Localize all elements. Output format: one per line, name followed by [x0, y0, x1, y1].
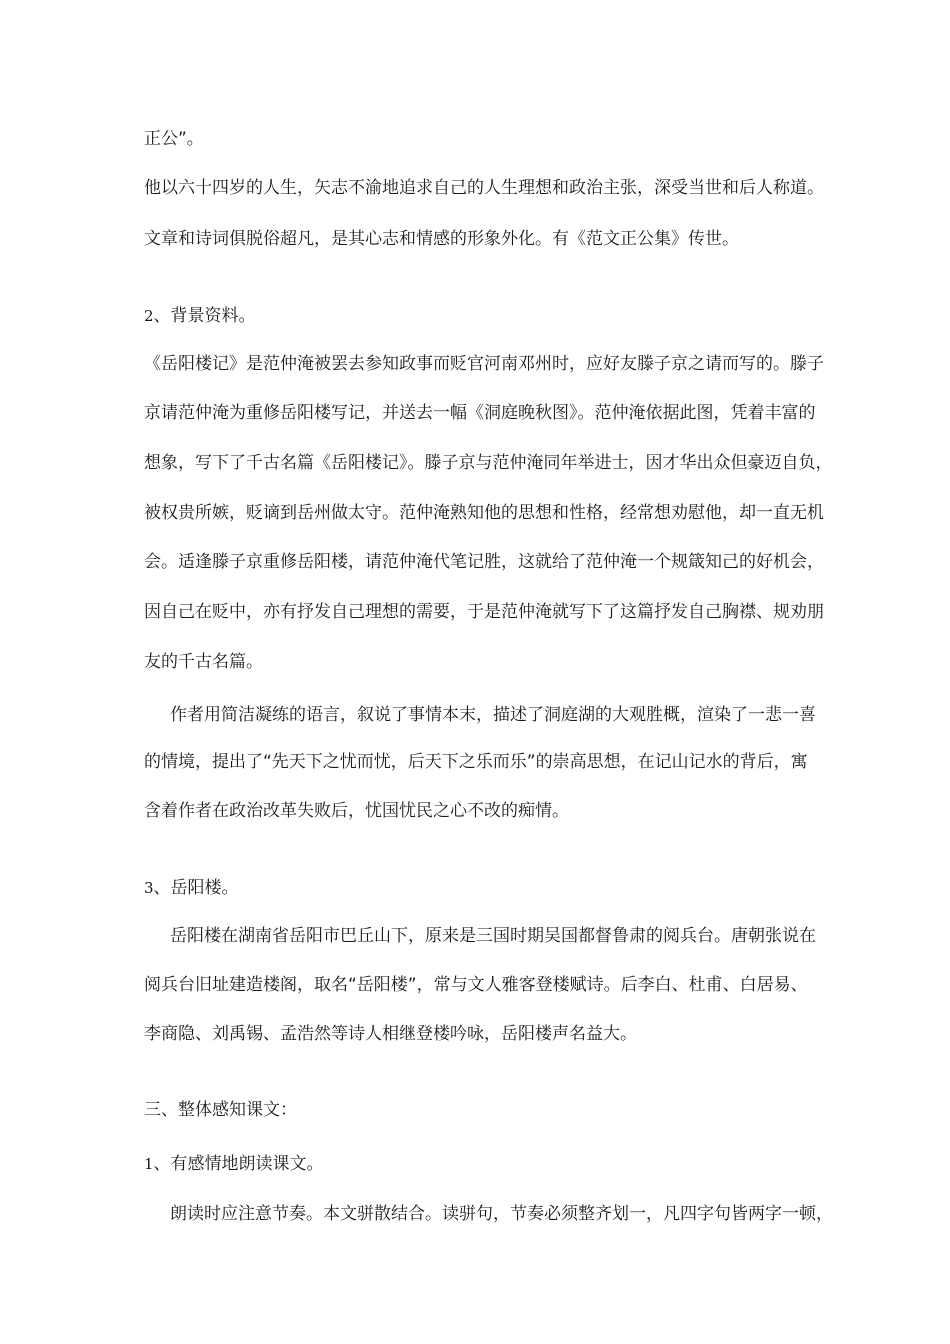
- section-2-para1-line: 友的千古名篇。: [144, 652, 263, 672]
- item-1-number: 1: [144, 1155, 154, 1173]
- section-2-title: 、背景资料。: [153, 306, 256, 326]
- bio-line-3: 文章和诗词俱脱俗超凡，是其心志和情感的形象外化。有《范文正公集》传世。: [144, 229, 739, 249]
- section-3-para-line: 李商隐、刘禹锡、孟浩然等诗人相继登楼吟咏，岳阳楼声名益大。: [144, 1024, 637, 1044]
- section-3-para-line: 阅兵台旧址建造楼阁，取名“岳阳楼”，常与文人雅客登楼赋诗。后李白、杜甫、白居易、: [144, 975, 808, 995]
- part-3-heading: 三、整体感知课文：: [144, 1100, 297, 1120]
- section-2-heading: [144, 304, 812, 328]
- section-2-para1-line: 《岳阳楼记》是范仲淹被罢去参知政事而贬官河南邓州时，应好友滕子京之请而写的。滕子: [144, 354, 824, 374]
- section-2-para1-line: 京请范仲淹为重修岳阳楼写记，并送去一幅《洞庭晚秋图》。范仲淹依据此图，凭着丰富的: [144, 403, 816, 423]
- item-1-heading: [144, 1152, 812, 1176]
- section-3-title: 、岳阳楼。: [153, 878, 239, 898]
- section-3-para-line: 岳阳楼在湖南省岳阳市巴丘山下，原来是三国时期吴国都督鲁肃的阅兵台。唐朝张说在: [170, 926, 816, 946]
- bio-line-1: 正公”。: [144, 129, 204, 149]
- bio-line-2: 他以六十四岁的人生，矢志不渝地追求自己的人生理想和政治主张，深受当世和后人称道。: [144, 178, 824, 198]
- section-2-para2-line: 的情境，提出了“先天下之忧而忧，后天下之乐而乐”的崇高思想，在记山记水的背后，寓: [144, 752, 808, 772]
- section-2-para1-line: 想象，写下了千古名篇《岳阳楼记》。滕子京与范仲淹同年举进士，因才华出众但豪迈自负，: [144, 453, 833, 473]
- section-3-heading: [144, 876, 812, 900]
- section-2-para1-line: 被权贵所嫉，贬谪到岳州做太守。范仲淹熟知他的思想和性格，经常想劝慰他，却一直无机: [144, 503, 824, 523]
- item-1-para-line: 朗读时应注意节奏。本文骈散结合。读骈句，节奏必须整齐划一，凡四字句皆两字一顿，: [170, 1204, 833, 1224]
- section-2-para1-line: 因自己在贬中，亦有抒发自己理想的需要，于是范仲淹就写下了这篇抒发自己胸襟、规劝朋: [144, 602, 824, 622]
- section-2-para2-line: 含着作者在政治改革失败后，忧国忧民之心不改的痴情。: [144, 801, 569, 821]
- item-1-title: 、有感情地朗读课文。: [153, 1154, 324, 1174]
- section-3-number: 3: [144, 879, 154, 897]
- section-2-para2-line: 作者用简洁凝练的语言，叙说了事情本末，描述了洞庭湖的大观胜概，渲染了一悲一喜: [170, 705, 816, 725]
- section-2-number: 2: [144, 307, 154, 325]
- section-2-para1-line: 会。适逢滕子京重修岳阳楼，请范仲淹代笔记胜，这就给了范仲淹一个规箴知己的好机会，: [144, 552, 824, 572]
